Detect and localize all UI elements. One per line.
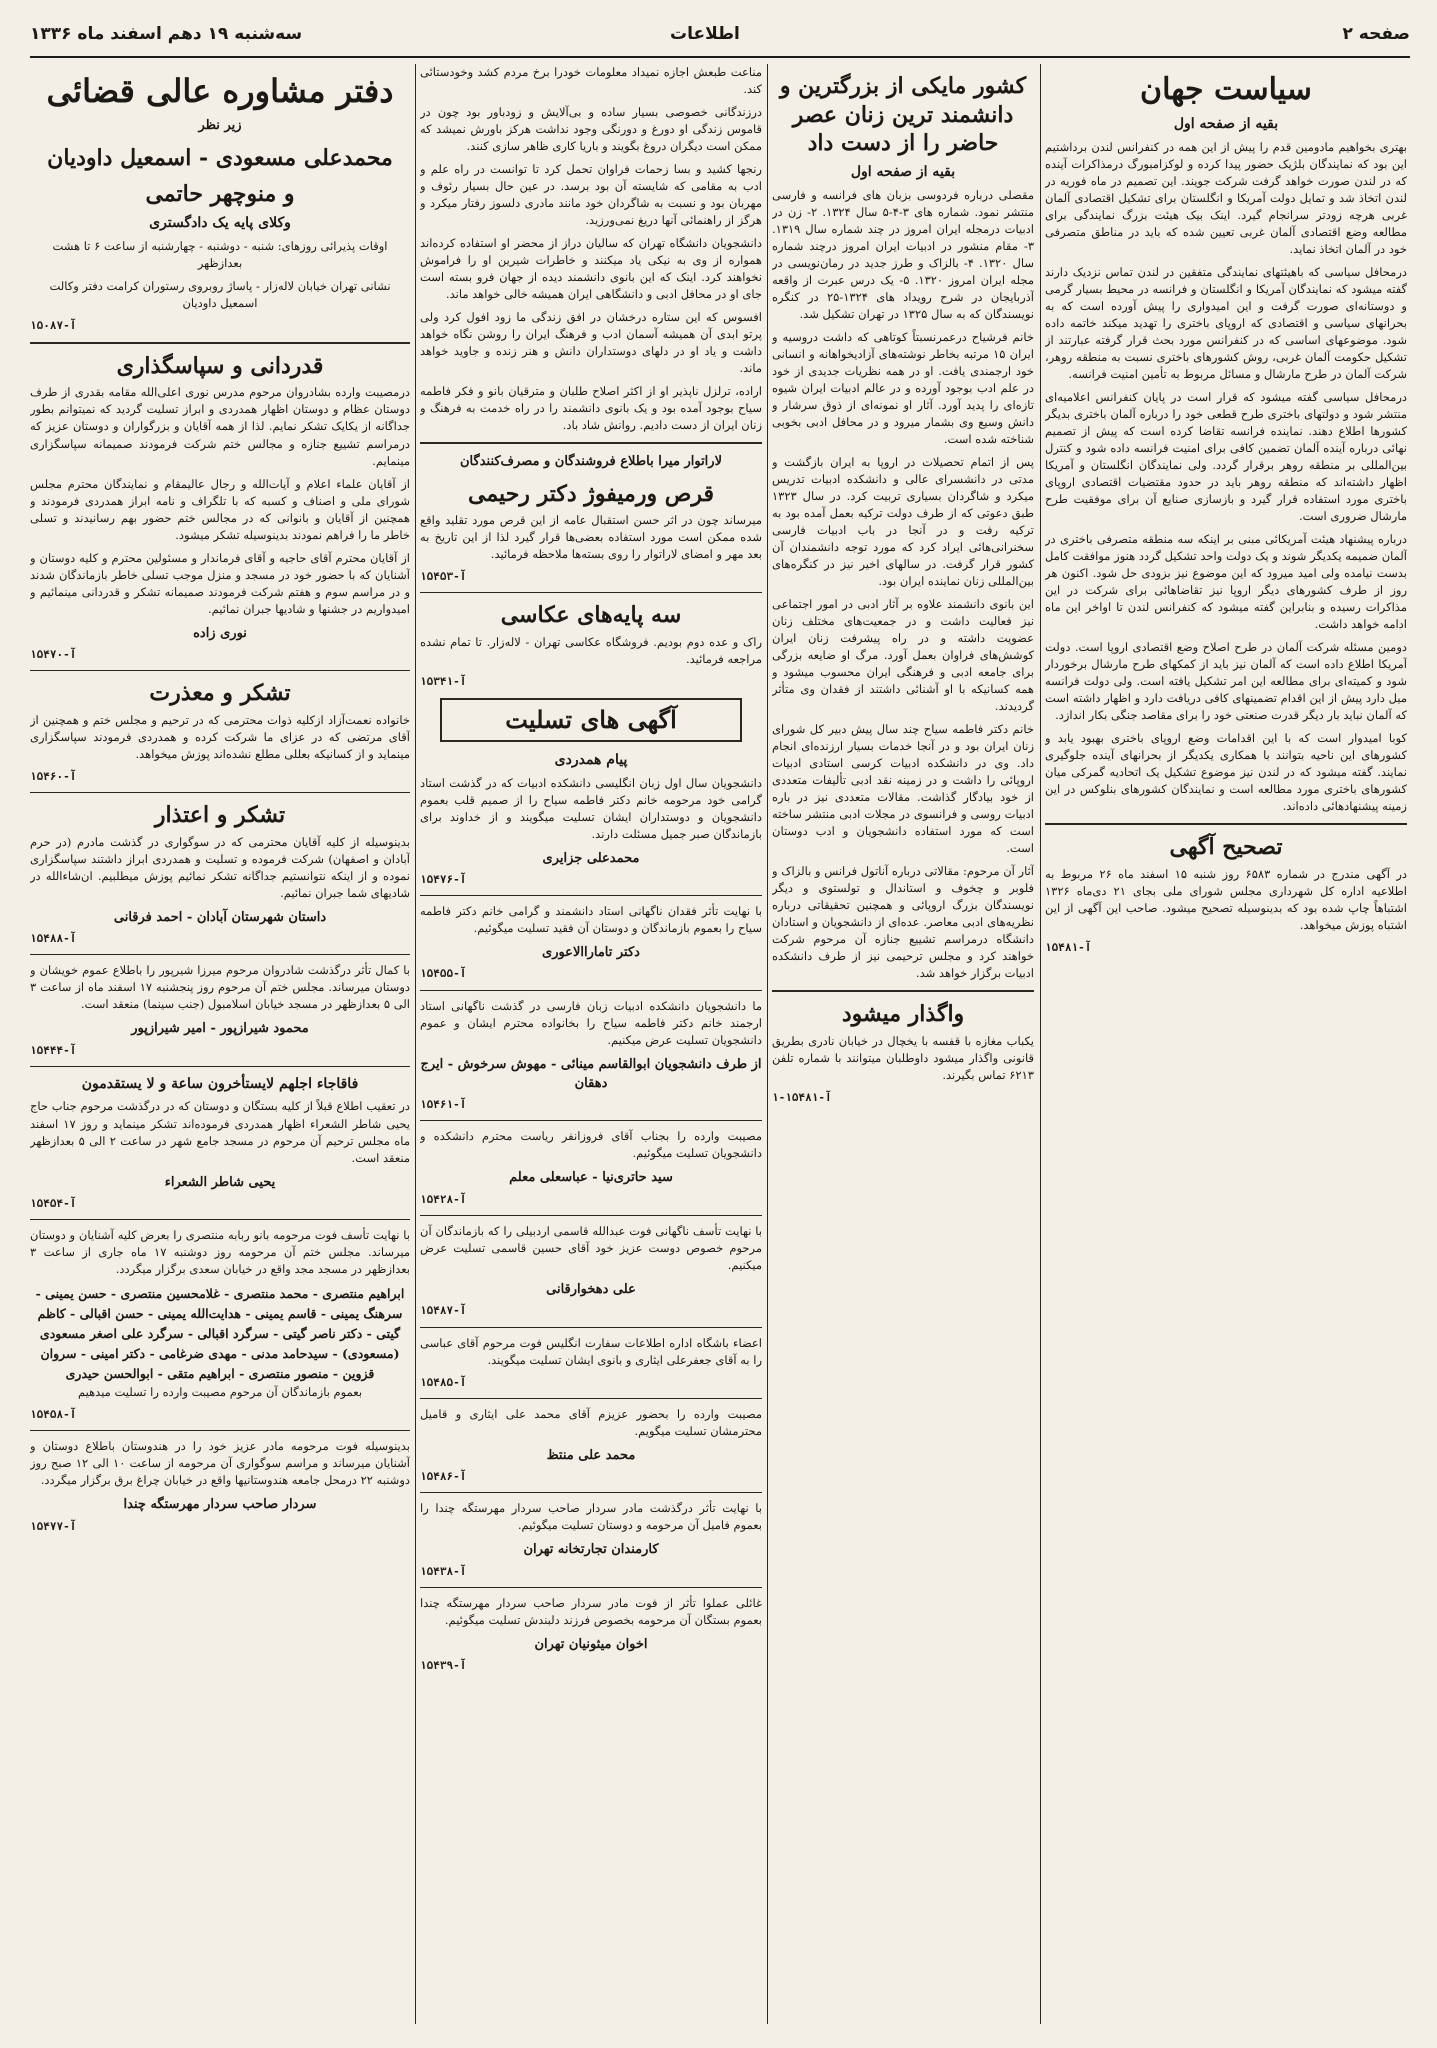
notice-body: از آقایان محترم آقای حاجیه و آقای فرماندار و مسئولین محترم و کلیه دوستان و آشنایان که با حضور خود در مسجد و منزل موجب تسلی خاطر بازماندگان شدند و در مراسم سوم و هفتم شرکت فرمودند صمیمانه تشکر و قدردانی مینمائیم و امیدواریم در جشنها و شادیها جبران نمائیم. [30,550,410,616]
ad-reference: آ-۱۵۴۴۴ [30,1043,77,1057]
column-rule [1040,64,1041,2024]
notice-signature: داستان شهرستان آبادان - احمد فرقانی [113,909,327,925]
article-paragraph: خانم فرشیاح درعمرنسبتاً کوتاهی که داشت دروسیه و ایران ۱۵ مرتبه بخاطر نوشته‌های آزادیخواهانه و انسانی خود ارجمندی یافت. او در همه نظریات جدیدی از خود در علم ادب بوجود آورده و در عالم ادبیات ایران شیوه تازه‌ای را پدید آورد. آثار او نمونه‌ای از ذوق سرشار و دانش وسیع وی بشمار میرود و در محافل ادبی بخوبی شناخته شده است. [772,329,1034,446]
article-paragraph: این بانوی دانشمند علاوه بر آثار ادبی در امور اجتماعی نیز فعالیت داشت و در جمعیت‌های مختلف زنان عضویت داشته و در راه پیشرفت زنان ایران کوشش‌های فراوان بعمل آورد. مرگ او ضایعه بزرگی برای جامعه ادبی و فرهنگی ایران محسوب میشود و همه کسانیکه با او آشنائی داشتند از فقدان وی متأثر گردیدند. [772,596,1034,713]
correction-title: تصحیح آگهی [1169,834,1283,861]
article-paragraph: درمحافل سیاسی که باهیئتهای نمایندگی متفقین در لندن تماس نزدیک دارند گفته میشود که نمایندگان آمریکا و انگلستان و فرانسه در محیط بسیار گرمی و دوستانه‌ای صورت گرفت و این امیدواری را پیش آورده است که به بحرانهای سیاسی و اقتصادی که اروپای باختری را تهدید میکند خاتمه داده شود. موضوعهای اساسی که در کنفرانس مورد بحث قرار گرفته عبارتند از تشکیل حکومت آلمان غربی، روش کشورهای باختری نسبت به منطقه روهر، شرکت آلمان در طرح مارشال و مسائل مربوط به تأمین امنیت فرانسه. [1045,264,1407,381]
page-header [30,16,1410,58]
notice-body: ما دانشجویان دانشکده ادبیات زبان فارسی در گذشت ناگهانی استاد ارجمند خانم دکتر فاطمه سیاح را بخانواده محترم ایشان و عموم دانشجویان تسلیت عرض میکنیم. [420,998,762,1047]
article-paragraph: آثار آن مرحوم: مقالاتی درباره آناتول فرانس و بالزاک و فلوبر و چخوف و استاندال و تولستوی و دیگر نویسندگان بزرگ اروپائی و همچنین تحقیقاتی درباره نظریه‌های ادبی معاصر. عده‌ای از دانشجویان و استادان دانشگاه درمراسم تشییع جنازه آن مرحوم شرکت خواهند کرد و مجلس ترحیمی نیز از طرف دانشکده ادبیات برگزار خواهد شد. [772,864,1034,981]
divider [420,1587,762,1588]
ad-reference: آ-۱۵۴۸۸ [30,931,77,945]
divider [30,1430,410,1431]
notice-title: تشکر و معذرت [149,680,291,707]
correction-body: در آگهی مندرج در شماره ۶۵۸۳ روز شنبه ۱۵ اسفند ماه ۲۶ مربوط به اطلاعیه اداره کل شهرداری مجلس شورای ملی بجای ۲۱ دی‌ماه ۱۳۲۶ اشتباهاً چاپ شده بود که بدینوسیله تصحیح میشود. صاحب این آگهی از این اشتباه پوزش میخواهد. [1045,866,1407,932]
ad-reference: آ-۱۵۴۷۶ [420,872,467,886]
article-paragraph: اراده، ترلزل ناپذیر او از اکثر اصلاح طلبان و مترقیان بانو و فکر فاطمه سیاح بوجود آمده بود و یک بانوی دانشمند را در راه خدمت به فرهنگ و زنان ایران از دست دادیم. روانش شاد باد. [420,384,762,433]
notice-body: با نهایت تأثر درگذشت مادر سردار صاحب سردار مهرستگه چندا را بعموم فامیل آن مرحومه و دوستان تسلیت میگوئیم. [420,1501,762,1533]
ad-reference: آ-۱۵۴۵۴ [30,1196,77,1210]
notice-signature: محمدعلی جزایری [542,850,640,866]
ad-reference: آ-۱۵۴۸۶ [420,1470,467,1484]
notice-body: خانواده نعمت‌آزاد ازکلیه ذوات محترمی که در ترحیم و مجلس ختم و همچنین از آقای مرتضی که در عزای ما شرکت کرده و همدردی فرمودند سپاسگزاری مینماید و از کسانیکه بعللی مطلع نشده‌اند پوزش میخواهد. [30,712,410,761]
ad-body: یکباب مغازه با قفسه با یخچال در خیابان نادری بطریق قانونی واگذار میشود داوطلبان میتوانند با شماره تلفن ۶۲۱۳ تماس بگیرند. [772,1033,1034,1082]
notice-title: قدردانی و سپاسگذاری [116,352,324,379]
divider [30,792,410,793]
notice-body: با نهایت تأثر فقدان ناگهانی استاد دانشمند و گرامی خانم دکتر فاطمه سیاح را بعموم بازماندگان و دوستان آن فقید تسلیت میگوئیم. [420,904,762,936]
notice-body: دانشجویان سال اول زبان انگلیسی دانشکده ادبیات که در گذشت استاد گرامی خود مرحومه خانم دکتر فاطمه سیاح را از صمیم قلب بعموم دانشجویان و دوستداران ایشان تسلیت میگویند و از خداوند برای بازماندگان صبر جمیل مسئلت دارند. [420,775,762,841]
article-paragraph: دانشجویان دانشگاه تهران که سالیان دراز از محضر او استفاده کرده‌اند همواره از وی به نیکی یاد میکنند و خاطرات شیرین او را فراموش نخواهند کرد. اینک که این بانوی دانشمند دیده از جهان فرو بسته است جای او در محافل ادبی و دانشگاهی ایران همیشه خالی خواهد ماند. [420,236,762,302]
ad-reference: آ-۱۵۴۸۱ [1045,940,1092,954]
page-number: صفحه ۲ [1342,24,1410,44]
divider [30,342,410,344]
notice-body: بدینوسیله از کلیه آقایان محترمی که در سوگواری در گذشت مادرم (در حرم آبادان و اصفهان) شرکت فرموده و تسلیت و همدردی ابراز داشتند سپاسگزاری نموده و از اینکه نتوانستیم جداگانه تشکر نمائیم پوزش میطلبیم. ان‌شاءالله در شادیهای شما جبران نمائیم. [30,834,410,900]
article-paragraph: درزندگانی خصوصی بسیار ساده و بی‌آلایش و زودباور بود چون در قاموس زندگی او دورغ و دورنگی وجود نداشت هرکز باورش نمیشد که ممکن است دیگران دروغ بگویند و باریا کاری ظاهر سازی کنند. [420,105,762,154]
notice-signature: محمود شیرازپور - امیر شیرازپور [131,1021,309,1037]
ad-reference: آ-۱۵۴۲۸ [420,1192,467,1206]
column-rule [415,64,416,2024]
article-subtitle: بقیه از صفحه اول [850,163,956,180]
ad-reference: آ-۱۵۴۷۷ [30,1519,77,1533]
divider [420,1215,762,1216]
article-paragraph: مناعت طبعش اجازه نمیداد معلومات خودرا برخ مردم کشد وخودستائی کند. [420,65,762,97]
office-title: دفتر مشاوره عالی قضائی [46,72,394,110]
notice-signature: از طرف دانشجویان ابوالقاسم مینائی - مهوش سرخوش - ایرج دهقان [420,1056,762,1091]
notice-signature: یحیی شاطر الشعراء [164,1174,276,1190]
article-paragraph: دومین مسئله شرکت آلمان در طرح اصلاح وضع اقتصادی اروپا است. دولت آمریکا اطلاع داده است که آلمان نیز باید از کمکهای طرح مارشال برخوردار شود و کمیته‌ای برای مطالعه این امر تشکیل یافته است. ولی دولت فرانسه میل دارد پیش از این اقدام تضمینهای کافی دریافت دارد و اظهار داشته است که آلمان نباید بار دیگر قدرت صنعتی خود را برای مقاصد جنگی بکار اندازد. [1045,640,1407,723]
notice-signature: اخوان میثونیان تهران [534,1636,648,1652]
article-title: کشور مایکی از بزرگترین و دانشمند ترین زنان عصر حاضر را از دست داد [779,73,1027,157]
column-notices [30,64,410,2024]
ad-reference: آ-۱۵۴۸۱-۱ [772,1090,832,1104]
notice-body: اعضاء باشگاه اداره اطلاعات سفارت انگلیس فوت مرحوم آقای عباسی را به آقای جعفرعلی ایثاری و بانوی ایشان تسلیت میگویند. [420,1335,762,1367]
column-world-politics [1045,64,1407,2024]
office-names: محمدعلی مسعودی - اسمعیل داودیان [47,144,393,171]
notice-body: بدینوسیله فوت مرحومه مادر عزیز خود را در هندوستان باطلاع دوستان و آشنایان میرساند و مراسم سوگواری آن مرحومه از ساعت ۱۰ الی ۱۲ صبح روز دوشنبه ۲۲ درمحل جامعه هندوستانیها واقع در خیابان چراغ برق برگزار میگردد. [30,1439,410,1488]
ad-reference: آ-۱۵۰۸۷ [30,318,77,332]
notice-body: مصیبت وارده را بجناب آقای فروزانفر ریاست محترم دانشکده و دانشجویان تسلیت میگوئیم. [420,1129,762,1161]
article-subtitle: بقیه از صفحه اول [1173,116,1279,132]
article-paragraph: رنجها کشید و بسا زحمات فراوان تحمل کرد تا توانست در راه علم و ادب به مقامی که شایسته آن بود برسد. در عین حال بسیار رئوف و مهربان بود و نسبت به شاگردان خود مانند مادری دلسوز رفتار میکرد و هرگز از راهنمائی آنها دریغ نمی‌ورزید. [420,162,762,228]
notice-signature: نوری زاده [193,625,247,641]
article-paragraph: مقصلی درباره فردوسی بزبان های فرانسه و فارسی منتشر نمود. شماره های ۳-۴-۵ سال ۱۳۲۴. ۲- زن در ادبیات درمجله ایران امروز در چند شماره سال ۱۳۱۹. ۳- مقام منشور در ادبیات ایران امروز درچند شماره سال ۱۳۲۰. ۴- بالزاک و طرز جدید در رمان‌نویسی در مجله ایران امروز ۱۳۲۰. ۵- یک درس عبرت از واقعه آذربایجان در شرح رویداد های ۱۳۲۴-۲۵ در کنگره نویسندگان که به سال ۱۳۲۵ در تهران تشکیل شد. [772,187,1034,321]
ad-body: راک و عده دوم بودیم. فروشگاه عکاسی تهران - لاله‌زار. تا تمام نشده مراجعه فرمائید. [420,635,762,667]
ad-reference: آ-۱۵۳۴۱ [420,675,467,689]
article-paragraph: کوبا امیدوار است که با این اقدامات وضع اروپای باختری بهبود یابد و کشورهای این ناحیه بتوانند با همکاری یکدیگر از بحرانهای آینده جلوگیری نمایند. گفته میشود که در لندن نیز موضوع تشکیل یک اتحادیه گمرکی میان کشورهای باختری مورد مطالعه است و نمایندگان کشورهای بنلوکس در این زمینه پیشنهادهائی داده‌اند. [1045,731,1407,814]
notice-signature: سید حاتری‌نیا - عباسعلی معلم [509,1170,673,1186]
divider [30,1066,410,1067]
notice-title: تشکر و اعتذار [154,802,286,829]
article-paragraph: درمحافل سیاسی گفته میشود که قرار است در پایان کنفرانس اعلامیه‌ای منتشر شود و دولتهای باختری طرح قطعی خود را درباره آلمان باختری بدیگر کشورها اطلاع دهند. نماینده فرانسه تقاضا کرده است که پیش از تصمیم نهائی درباره آینده آلمان تضمین کافی برای امنیت فرانسه داده شود و کنترل بین‌المللی بر منطقه روهر برقرار گردد. ولی نمایندگان انگلستان و آمریکا اظهار داشته‌اند که منطقه روهر باید در حدود مقتضیات اقتصادی اروپای باختری مورد استفاده قرار گیرد و بازسازی صنایع آن برای موفقیت طرح مارشال ضروری است. [1045,389,1407,524]
notice-signature: سردار صاحب سردار مهرستگه چندا [123,1497,317,1513]
column-condolences [420,64,762,2024]
article-paragraph: خانم دکتر فاطمه سیاح چند سال پیش دبیر کل شورای زنان ایران بود و در آنجا خدمات بسیار ارزنده‌ای انجام داد. وی در دانشکده ادبیات کرسی استادی ادبیات اروپائی را داشت و در زمینه نقد ادبی تألیفات متعددی از خود بیادگار گذاشت. مقالات متعددی نیز در باره ادبیات روسی و فرانسوی در مجلات ادبی منتشر ساخته است که مورد استفاده دانشجویان و ادب دوستان است. [772,721,1034,856]
ad-title: واگذار میشود [841,1001,965,1028]
ad-reference: آ-۱۵۴۵۸ [30,1408,77,1422]
divider [772,990,1034,992]
ad-body: میرساند چون در اثر حسن استقبال عامه از این قرص مورد تقلید واقع شده ممکن است مورد استفاده بعضی‌ها قرار گیرد لذا از این تاریخ به بعد مهر و امضای لاراتوار را روی بسته‌ها ملاحظه فرمائید. [420,513,762,562]
divider [420,990,762,991]
ad-reference: آ-۱۵۴۳۹ [420,1659,467,1673]
ad-reference: آ-۱۵۴۸۷ [420,1304,467,1318]
ad-reference: آ-۱۵۴۶۱ [420,1098,467,1112]
divider [30,954,410,955]
article-paragraph: بهتری بخواهیم مادومین قدم را پیش از این همه در کنفرانس لندن برداشتیم این بود که نمایندگان بلژیک حضور پیدا کرده و لوکزامبورگ درمذاکرات آینده که در لندن صورت خواهد گرفت شرکت جویند. این تصمیم در ماه فوریه در لندن اتخاذ شد و تمایل دولت آمریکا و انگلستان برای تشکیل اقتصادی آلمان غربی هرچه زودتر سرانجام گیرد. اینک بیک هیئت بزرگ نمایندگی برای مطالعه وضع اقتصادی آلمان غربی تعیین شده که باید در مناطق متصرفی خود در آلمان اتخاذ نماید. [1045,139,1407,256]
ad-reference: آ-۱۵۴۸۵ [420,1375,467,1389]
divider [1045,823,1407,825]
notice-headline: پیام همدردی [554,751,628,768]
notice-body: با نهایت تأسف ناگهانی فوت عبدالله قاسمی اردبیلی را که بازماندگان آن مرحوم خصوص دوست عزیز خود آقای حسین قاسمی تسلیت عرض میکنیم. [420,1223,762,1273]
office-subtitle: زیر نظر [198,118,242,134]
divider [30,1219,410,1220]
notice-body: درمصیبت وارده بشادروان مرحوم مدرس نوری اعلی‌الله مقامه بقدری از طرف دوستان عظام و دوستان اظهار همدردی و ابراز تسلیت گردید که نمیتوانم بطور جداگانه از یکایک تشکر نمایم. لذا از همه آقایان و بزرگواران و دوستان عزیز که درمراسم تشییع جنازه و مجالس ختم شرکت فرمودند صمیمانه سپاسگزاری مینمایم. [30,385,410,468]
office-role: وکلای پایه یک دادگستری [149,214,291,231]
ad-title: لاراتوار میرا باطلاع فروشندگان و مصرف‌کنندگان [460,454,722,470]
article-paragraph: افسوس که این ستاره درخشان در افق زندگی ما زود افول کرد ولی پرتو ابدی آن همیشه آسمان ادب و فرهنگ ایران را روشن نگاه خواهد داشت و یاد او در دلهای دوستداران دانش و هنر زنده و جاوید خواهد ماند. [420,310,762,376]
notice-body: از آقایان علماء اعلام و آیات‌الله و رجال عالیمقام و نمایندگان محترم مجلس شورای ملی و اصناف و کسبه که با تلگراف و نامه ابراز همدردی فرمودند و همچنین از آقایان و بانوانی که در مجالس ختم حضور بهم رسانیدند و تسلی خاطر ما را فراهم نمودند بدینوسیله تشکر میشود. [30,476,410,542]
notice-signature: دکتر تاماراالاعوری [542,945,640,961]
office-address: نشانی تهران خیابان لاله‌زار - پاساژ روبروی رستوران کرامت دفتر وکالت اسمعیل داودیان [49,278,391,310]
ad-reference: آ-۱۵۴۵۳ [420,570,467,584]
section-title: آگهی های تسلیت [440,698,742,742]
notice-signature: علی دهخوارقانی [546,1282,636,1298]
ad-headline: قرص ورمیفوژ دکتر رحیمی [468,480,714,507]
office-hours: اوقات پذیرائی روزهای: شنبه - دوشنبه - چهارشنبه از ساعت ۶ تا هشت بعدازظهر [52,238,388,270]
ad-headline: سه پایه‌های عکاسی [500,602,682,629]
article-title: سیاست جهان [1140,72,1312,107]
notice-body: با نهایت تأسف فوت مرحومه بانو ربابه منتصری را بعرض کلیه آشنایان و دوستان میرساند. مجلس ختم آن مرحومه روز دوشنبه ۱۷ ماه جاری از ساعت ۳ بعدازظهر در مسجد مجد واقع در خیابان سعدی برگزار میگردد. [30,1228,410,1277]
ad-reference: آ-۱۵۴۳۸ [420,1564,467,1578]
notice-signature: کارمندان تجارتخانه تهران [523,1542,659,1558]
notice-tail: بعموم بازماندگان آن مرحوم مصیبت وارده را تسلیت میدهیم [77,1385,363,1400]
divider [420,1120,762,1121]
notice-body: مصیبت وارده را بحضور عزیزم آقای محمد علی ایثاری و قامیل محترمشان تسلیت میگویم. [420,1406,762,1438]
ad-reference: آ-۱۵۴۷۰ [30,647,77,661]
divider [420,1492,762,1493]
notice-names: ابراهیم منتصری - محمد منتصری - غلامحسین منتصری - حسن یمینی - سرهنگ یمینی - قاسم یمینی - هدایت‌الله یمینی - حسن اقبالی - کاظم گیتی - دکتر ناصر گیتی - سرگرد اقبالی - سرگرد علی اصغر مسعودی (مسعودی) - سیدحامد مدنی - مهدی ضرغامی - دکتر امینی - سروان قزوین - منصور منتصری - ابراهیم متقی - ابوالحسن حیدری [35,1286,405,1382]
divider [420,592,762,593]
divider [420,442,762,444]
divider [420,1327,762,1328]
column-obituary-article [772,64,1034,2024]
ad-reference: آ-۱۵۴۵۵ [420,967,467,981]
notice-body: غائلی عملوا تأثر از فوت مادر سردار صاحب سردار مهرستگه چندا بعموم بستگان آن مرحومه بخصوص فرزند دلبندش تسلیت میگوئیم. [420,1595,762,1627]
divider [420,895,762,896]
issue-date: سه‌شنبه ۱۹ دهم اسفند ماه ۱۳۳۶ [30,24,303,44]
office-names: و منوچهر حاتمی [145,181,295,208]
notice-body: در تعقیب اطلاع قبلاً از کلیه بستگان و دوستان که در درگذشت مرحوم جناب حاج یحیی شاطر الشعراء اظهار همدردی فرموده‌اند تشکر مینماید و روز ۱۷ اسفند ماه مجلس ترحیم آن مرحوم در مسجد جامع شهر در ساعت ۲ الی ۵ بعدازظهر منعقد است. [30,1099,410,1165]
notice-title: فاقاجاء اجلهم لایستأخرون ساعة و لا یستقدمون [81,1075,359,1092]
notice-body: با کمال تأثر درگذشت شادروان مرحوم میرزا شیرپور را باطلاع عموم خویشان و دوستان میرساند. مجلس ختم آن مرحوم روز پنجشنبه ۱۷ اسفند ماه از ساعت ۳ الی ۵ بعدازظهر در مسجد خیابان اسلامبول (جنب سینما) منعقد است. [30,963,410,1012]
ad-reference: آ-۱۵۴۶۰ [30,769,77,783]
article-paragraph: پس از اتمام تحصیلات در اروپا به ایران بازگشت و مدتی در دانشسرای عالی و دانشکده ادبیات تدریس میکرد و شاگردان بسیاری تربیت کرد. در سال ۱۳۲۳ طبق دعوتی که از طرف دولت ترکیه بعمل آمده بود به ترکیه رفت و در آنجا در باب ادبیات فارسی سخنرانی‌هائی ایراد کرد که مورد توجه دانشمندان آن کشور قرار گرفت. در سالهای اخیر نیز در کنگره‌های بین‌المللی زنان نماینده ایران بود. [772,454,1034,588]
paper-name: اطلاعات [670,24,740,44]
article-paragraph: درباره پیشنهاد هیئت آمریکائی مبنی بر اینکه سه منطقه متصرفی باختری در آلمان ضمیمه یکدیگر شوند و یک دولت واحد تشکیل گردد هنوز موافقت کامل بدست نیامده ولی امید میرود که این موضوع نیز بزودی حل شود. اکنون هر روز از طرف کشورهای دیگر اروپا نیز تقاضاهائی برای شرکت در این مذاکرات رسیده و بنابراین گفته میشود که کنفرانس لندن تا اواخر این ماه ادامه خواهد داشت. [1045,532,1407,632]
column-rule [767,64,768,2024]
notice-signature: محمد علی منتظ [546,1447,636,1463]
divider [30,670,410,671]
divider [420,1398,762,1399]
